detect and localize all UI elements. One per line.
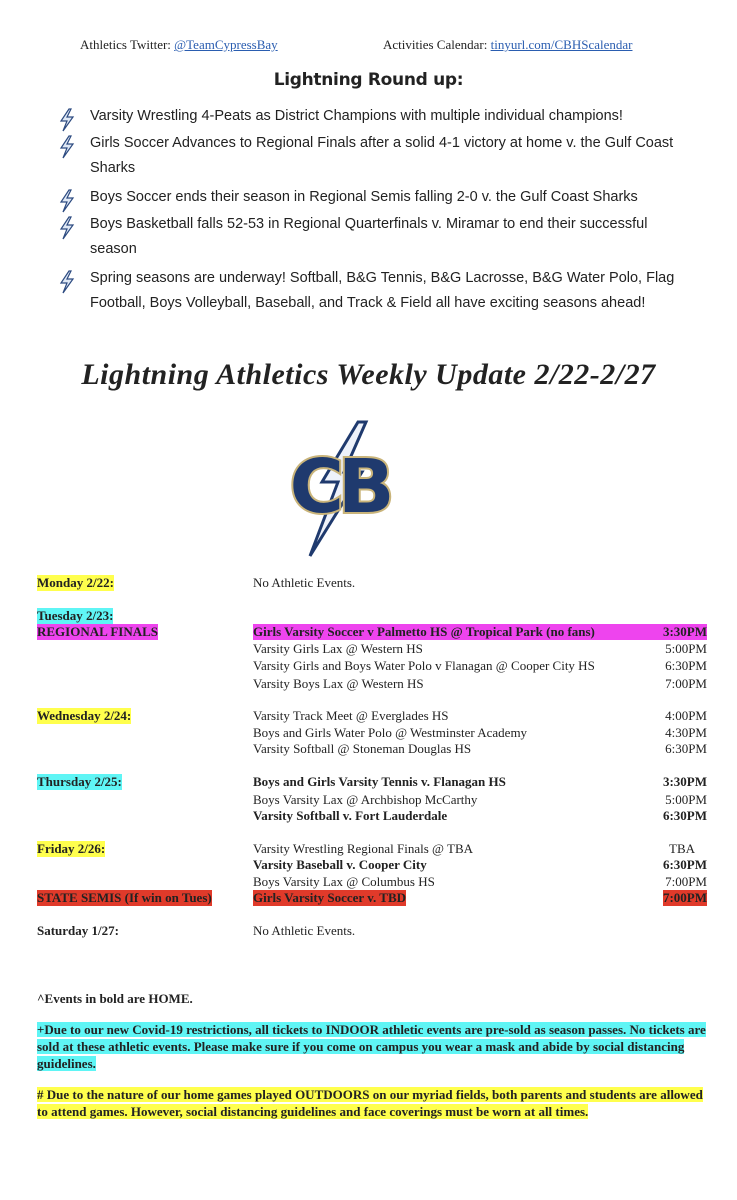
- event-name: Varsity Softball v. Fort Lauderdale: [253, 808, 448, 823]
- event-time: 6:30PM: [662, 808, 707, 823]
- state-semis-label: STATE SEMIS (If win on Tues): [37, 890, 212, 905]
- event-time: 5:00PM: [665, 792, 707, 807]
- event-text: No Athletic Events.: [253, 923, 356, 938]
- twitter-line: [80, 37, 278, 53]
- day-label-wednesday: Wednesday 2/24:: [37, 708, 132, 723]
- logo-text: CB: [289, 444, 389, 530]
- list-item: [58, 212, 698, 262]
- event-time: 6:30PM: [665, 741, 707, 756]
- calendar-link[interactable]: tinyurl.com/CBHScalendar: [490, 37, 633, 52]
- covid-note: [37, 1021, 712, 1072]
- day-label-monday: Monday 2/22:: [37, 575, 114, 590]
- lightning-bolt-icon: [58, 216, 76, 240]
- item-text: Boys Soccer ends their season in Regional Semis falling 2-0 v. the Gulf Coast Sharks: [90, 189, 638, 205]
- item-text: Varsity Wrestling 4-Peats as District Champions with multiple individual champions!: [90, 108, 623, 124]
- event-name: Boys and Girls Water Polo @ Westminster Academy: [253, 725, 528, 740]
- event-time: 7:00PM: [665, 676, 707, 691]
- roundup-title: Lightning Round up:: [273, 70, 464, 90]
- home-note: ^Events in bold are HOME.: [37, 991, 193, 1006]
- lightning-bolt-icon: [58, 270, 76, 294]
- event-name: Girls Varsity Soccer v. TBD: [253, 890, 406, 905]
- weekly-update-title: Lightning Athletics Weekly Update 2/22-2/27: [81, 358, 656, 391]
- day-label-thursday: Thursday 2/25:: [37, 774, 122, 789]
- lightning-bolt-icon: [58, 189, 76, 213]
- event-name: Varsity Baseball v. Cooper City: [253, 857, 427, 872]
- lightning-bolt-icon: [58, 135, 76, 159]
- twitter-link[interactable]: @TeamCypressBay: [174, 37, 278, 52]
- event-name: Girls Varsity Soccer v Palmetto HS @ Tropical Park (no fans): [253, 624, 595, 639]
- list-item: [58, 131, 698, 181]
- event-name: Varsity Boys Lax @ Western HS: [253, 676, 424, 691]
- event-time: TBA: [669, 841, 695, 856]
- cb-logo: [270, 420, 408, 558]
- event-time: 7:00PM: [665, 874, 707, 889]
- notes-section: [37, 990, 712, 1134]
- list-item: [58, 104, 698, 129]
- event-time: 5:00PM: [665, 641, 707, 656]
- calendar-line: [383, 37, 632, 53]
- day-label-tuesday: Tuesday 2/23:: [37, 608, 114, 623]
- list-item: [58, 185, 698, 210]
- item-text: Spring seasons are underway! Softball, B&G Tennis, B&G Lacrosse, B&G Water Polo, Flag Football, Boys Volleyball, Baseball, and Track & Field all have exciting seasons ahead!: [90, 270, 675, 311]
- regional-finals-label: REGIONAL FINALS: [37, 624, 158, 639]
- event-name: Varsity Girls and Boys Water Polo v Flanagan @ Cooper City HS: [253, 658, 595, 673]
- calendar-label: Activities Calendar:: [383, 37, 491, 52]
- roundup-list: [58, 104, 698, 318]
- covid-note-text: +Due to our new Covid-19 restrictions, all tickets to INDOOR athletic events are pre-sold as season passes. No tickets are sold at these athletic events. Please make sure if you come on campus you wear a mask and abide by social distancing guidelines.: [37, 1022, 706, 1071]
- event-name: Boys and Girls Varsity Tennis v. Flanagan HS: [253, 774, 506, 789]
- item-text: Girls Soccer Advances to Regional Finals after a solid 4-1 victory at home v. the Gulf Coast Sharks: [90, 135, 674, 176]
- event-name: Boys Varsity Lax @ Columbus HS: [253, 874, 435, 889]
- twitter-label: Athletics Twitter:: [80, 37, 175, 52]
- event-name: Boys Varsity Lax @ Archbishop McCarthy: [253, 792, 478, 807]
- event-time: 4:30PM: [665, 725, 707, 740]
- event-name: Varsity Softball @ Stoneman Douglas HS: [253, 741, 472, 756]
- outdoor-note: [37, 1086, 712, 1120]
- day-label-saturday: Saturday 1/27:: [37, 923, 119, 938]
- lightning-bolt-icon: [58, 108, 76, 132]
- event-time: 6:30PM: [662, 857, 707, 872]
- event-name: Varsity Wrestling Regional Finals @ TBA: [253, 841, 474, 856]
- event-time: 4:00PM: [665, 708, 707, 723]
- event-time: 3:30PM: [662, 624, 707, 639]
- event-text: No Athletic Events.: [253, 575, 356, 590]
- event-name: Varsity Girls Lax @ Western HS: [253, 641, 423, 656]
- event-time: 6:30PM: [665, 658, 707, 673]
- event-name: Varsity Track Meet @ Everglades HS: [253, 708, 449, 723]
- outdoor-note-text: # Due to the nature of our home games played OUTDOORS on our myriad fields, both parents and students are allowed to attend games. However, social distancing guidelines and face coverings must be worn at all times.: [37, 1087, 703, 1119]
- event-time: 3:30PM: [662, 774, 707, 789]
- event-row-highlight: [253, 624, 707, 640]
- day-label-friday: Friday 2/26:: [37, 841, 106, 856]
- item-text: Boys Basketball falls 52-53 in Regional Quarterfinals v. Miramar to end their successful season: [90, 216, 648, 257]
- list-item: [58, 266, 698, 316]
- event-time: 7:00PM: [662, 890, 707, 905]
